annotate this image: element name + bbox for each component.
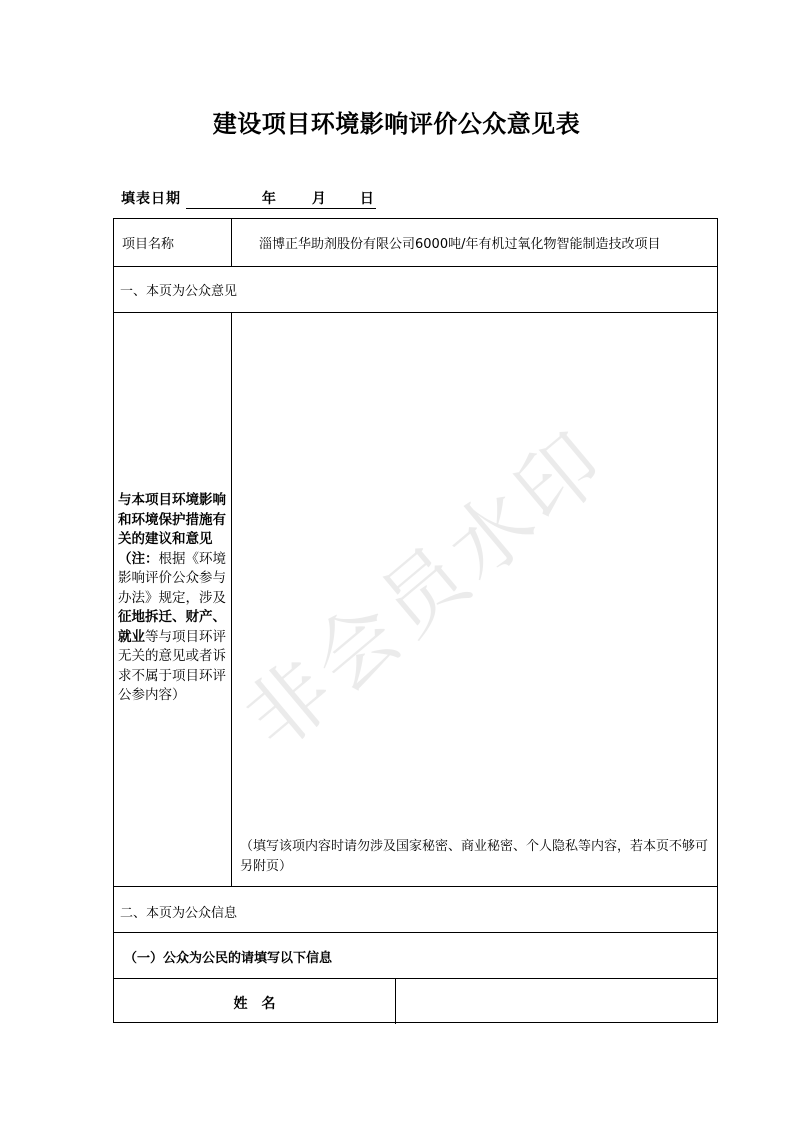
opinion-field-label bbox=[118, 491, 230, 706]
column-divider bbox=[231, 219, 232, 266]
watermark-text: 非会员水印 bbox=[227, 412, 626, 769]
document-title: 建设项目环境影响评价公众意见表 bbox=[212, 110, 581, 138]
opinion-label-bold-main: 与本项目环境影响和环境保护措施有关的建议和意见 bbox=[118, 492, 226, 547]
opinion-label-text-1: 根据《环境影响评价公众参与办法》规定，涉及 bbox=[118, 550, 226, 606]
opinion-form-table bbox=[113, 218, 718, 1023]
project-name-value: 淄博正华助剂股份有限公司6000吨/年有机过氧化物智能制造技改项目 bbox=[259, 237, 661, 252]
row-divider bbox=[114, 932, 717, 933]
row-divider bbox=[114, 886, 717, 887]
opinion-note: （填写该项内容时请勿涉及国家秘密、商业秘密、个人隐私等内容，若本页不够可另附页） bbox=[240, 839, 709, 874]
opinion-input-area[interactable] bbox=[232, 313, 718, 833]
section-public-opinion-header: 一、本页为公众意见 bbox=[120, 284, 238, 299]
date-label: 填表日期 bbox=[121, 191, 181, 207]
opinion-label-text-2: 等与项目环评无关的意见或者诉求不属于项目环评公参内容） bbox=[118, 628, 226, 703]
date-day-unit: 日 bbox=[348, 188, 376, 209]
name-input[interactable] bbox=[396, 979, 717, 1023]
date-blank-field[interactable] bbox=[186, 194, 258, 209]
date-month-unit: 月 bbox=[298, 188, 348, 209]
section-public-info-header: 二、本页为公众信息 bbox=[120, 906, 238, 921]
date-line bbox=[121, 188, 376, 209]
citizen-info-subheader: （一）公众为公民的请填写以下信息 bbox=[124, 951, 333, 966]
date-year-unit: 年 bbox=[258, 188, 298, 209]
project-name-label: 项目名称 bbox=[122, 237, 175, 252]
row-divider bbox=[114, 266, 717, 267]
name-label: 姓 名 bbox=[233, 996, 276, 1012]
opinion-label-bold-note: （注： bbox=[118, 550, 159, 567]
opinion-label-bold-exclusions: 征地拆迁、财产、就业 bbox=[118, 609, 226, 645]
